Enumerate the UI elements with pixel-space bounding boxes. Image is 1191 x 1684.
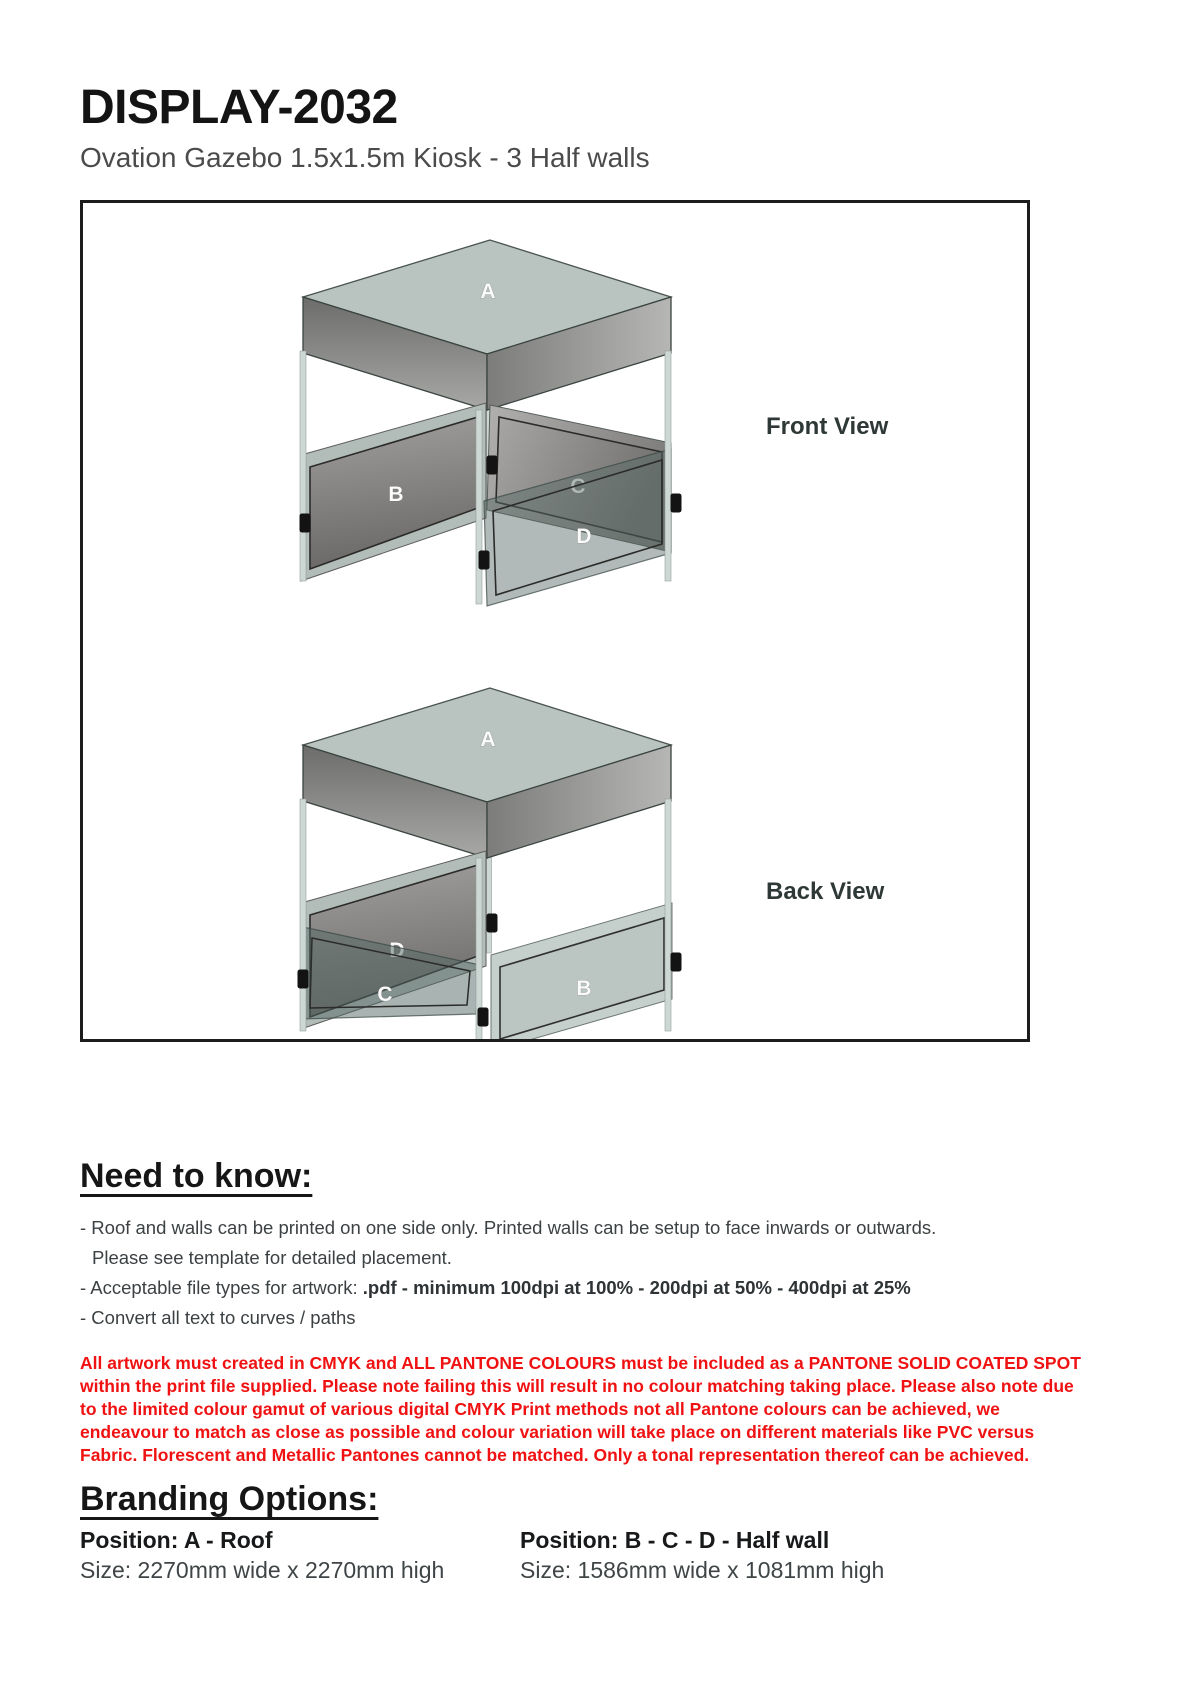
branding-size-roof: Size: 2270mm wide x 2270mm high	[80, 1557, 445, 1583]
clip-fastener	[671, 494, 682, 513]
front-view-caption: Front View	[766, 413, 889, 440]
note-file-types	[80, 1277, 911, 1299]
left-leg	[300, 351, 306, 581]
wall-b-label: B	[388, 483, 404, 506]
right-leg	[665, 351, 671, 581]
roof-label: A	[480, 728, 496, 751]
wall-c-label: C	[377, 983, 393, 1006]
right-leg	[665, 799, 671, 1031]
branding-position-roof: Position: A - Roof	[80, 1527, 273, 1553]
branding-size-half-wall: Size: 1586mm wide x 1081mm high	[520, 1557, 885, 1583]
clip-fastener	[300, 514, 311, 533]
branding-options-heading: Branding Options:	[80, 1480, 379, 1518]
front-view-drawing	[170, 203, 730, 653]
wall-d-label: D	[576, 525, 592, 548]
note-template: Please see template for detailed placement.	[92, 1247, 452, 1268]
roof-label: A	[480, 280, 496, 303]
product-subtitle: Ovation Gazebo 1.5x1.5m Kiosk - 3 Half walls	[80, 142, 650, 173]
clip-fastener	[671, 953, 682, 972]
back-view-drawing	[170, 651, 730, 1042]
page-title: DISPLAY-2032	[80, 81, 398, 134]
note-file-types-prefix: - Acceptable file types for artwork:	[80, 1277, 363, 1298]
clip-fastener	[478, 1008, 489, 1027]
clip-fastener	[479, 551, 490, 570]
wall-b-label: B	[576, 977, 592, 1000]
left-leg	[300, 799, 306, 1031]
warning-line: within the print file supplied. Please note failing this will result in no colour matching taking place. Please also note due	[80, 1376, 1074, 1396]
branding-position-half-wall: Position: B - C - D - Half wall	[520, 1527, 830, 1553]
pantone-warning	[80, 1352, 1081, 1467]
front-pole	[476, 410, 482, 604]
note-print-sides: - Roof and walls can be printed on one side only. Printed walls can be setup to face inwards or outwards.	[80, 1217, 937, 1238]
warning-line: to the limited colour gamut of various digital CMYK Print methods not all Pantone colours can be achieved, we	[80, 1399, 1000, 1419]
clip-fastener	[487, 456, 498, 475]
need-to-know-heading: Need to know:	[80, 1157, 313, 1195]
warning-line: All artwork must created in CMYK and ALL PANTONE COLOURS must be included as a PANTONE SOLID COATED SPOT	[80, 1353, 1081, 1373]
note-file-types-specs: .pdf - minimum 100dpi at 100% - 200dpi at 50% - 400dpi at 25%	[362, 1277, 911, 1298]
back-view-caption: Back View	[766, 878, 885, 905]
diagram-box	[80, 200, 1030, 1042]
clip-fastener	[487, 914, 498, 933]
warning-line: Fabric. Florescent and Metallic Pantones cannot be matched. Only a tonal representation thereof can be achieved.	[80, 1445, 1030, 1465]
warning-line: endeavour to match as close as possible and colour variation will take place on different materials like PVC versus	[80, 1422, 1035, 1442]
note-curves: - Convert all text to curves / paths	[80, 1307, 356, 1328]
clip-fastener	[298, 970, 309, 989]
